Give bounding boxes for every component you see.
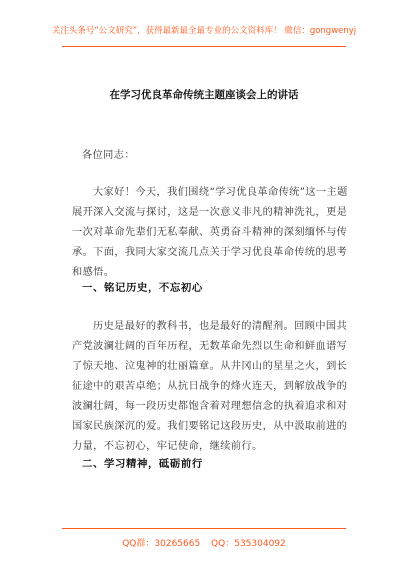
document-title: 在学习优良革命传统主题座谈会上的讲话 bbox=[109, 89, 299, 101]
salutation: 各位同志： bbox=[82, 150, 135, 161]
footer-contact-note: QQ群：30265665 QQ：535304092 bbox=[122, 539, 286, 549]
header-divider bbox=[62, 46, 346, 47]
footer-divider bbox=[62, 528, 346, 529]
section-heading-1: 一、铭记历史，不忘初心 bbox=[82, 282, 203, 294]
paragraph-intro: 大家好！今天，我们围绕“学习优良革命传统”这一主题展开深入交流与探讨，这是一次意义非凡的精神洗礼，更是一次对革命先辈们无私奉献、英勇奋斗精神的深刻缅怀与传承。下面，我同大家交流几点关于学习优良革命传统的思考和感悟。 bbox=[72, 187, 348, 278]
paragraph-history: 历史是最好的教科书，也是最好的清醒剂。回顾中国共产党波澜壮阔的百年历程，无数革命先烈以生命和鲜血谱写了惊天地、泣鬼神的壮丽篇章。从井冈山的星星之火，到长征途中的艰苦卓绝；从抗日战争的烽火连天，到解放战争的波澜壮阔，每一段历史都饱含着对理想信念的执着追求和对国家民族深沉的爱。我们要铭记这段历史，从中汲取前进的力量，不忘初心，牢记使命，继续前行。 bbox=[72, 321, 348, 452]
section-heading-2: 二、学习精神，砥砺前行 bbox=[82, 458, 203, 470]
header-promo-note: 关注头条号“公文研究”，获得最新最全最专业的公文资料库！ 微信：gongwenyj bbox=[51, 26, 357, 36]
